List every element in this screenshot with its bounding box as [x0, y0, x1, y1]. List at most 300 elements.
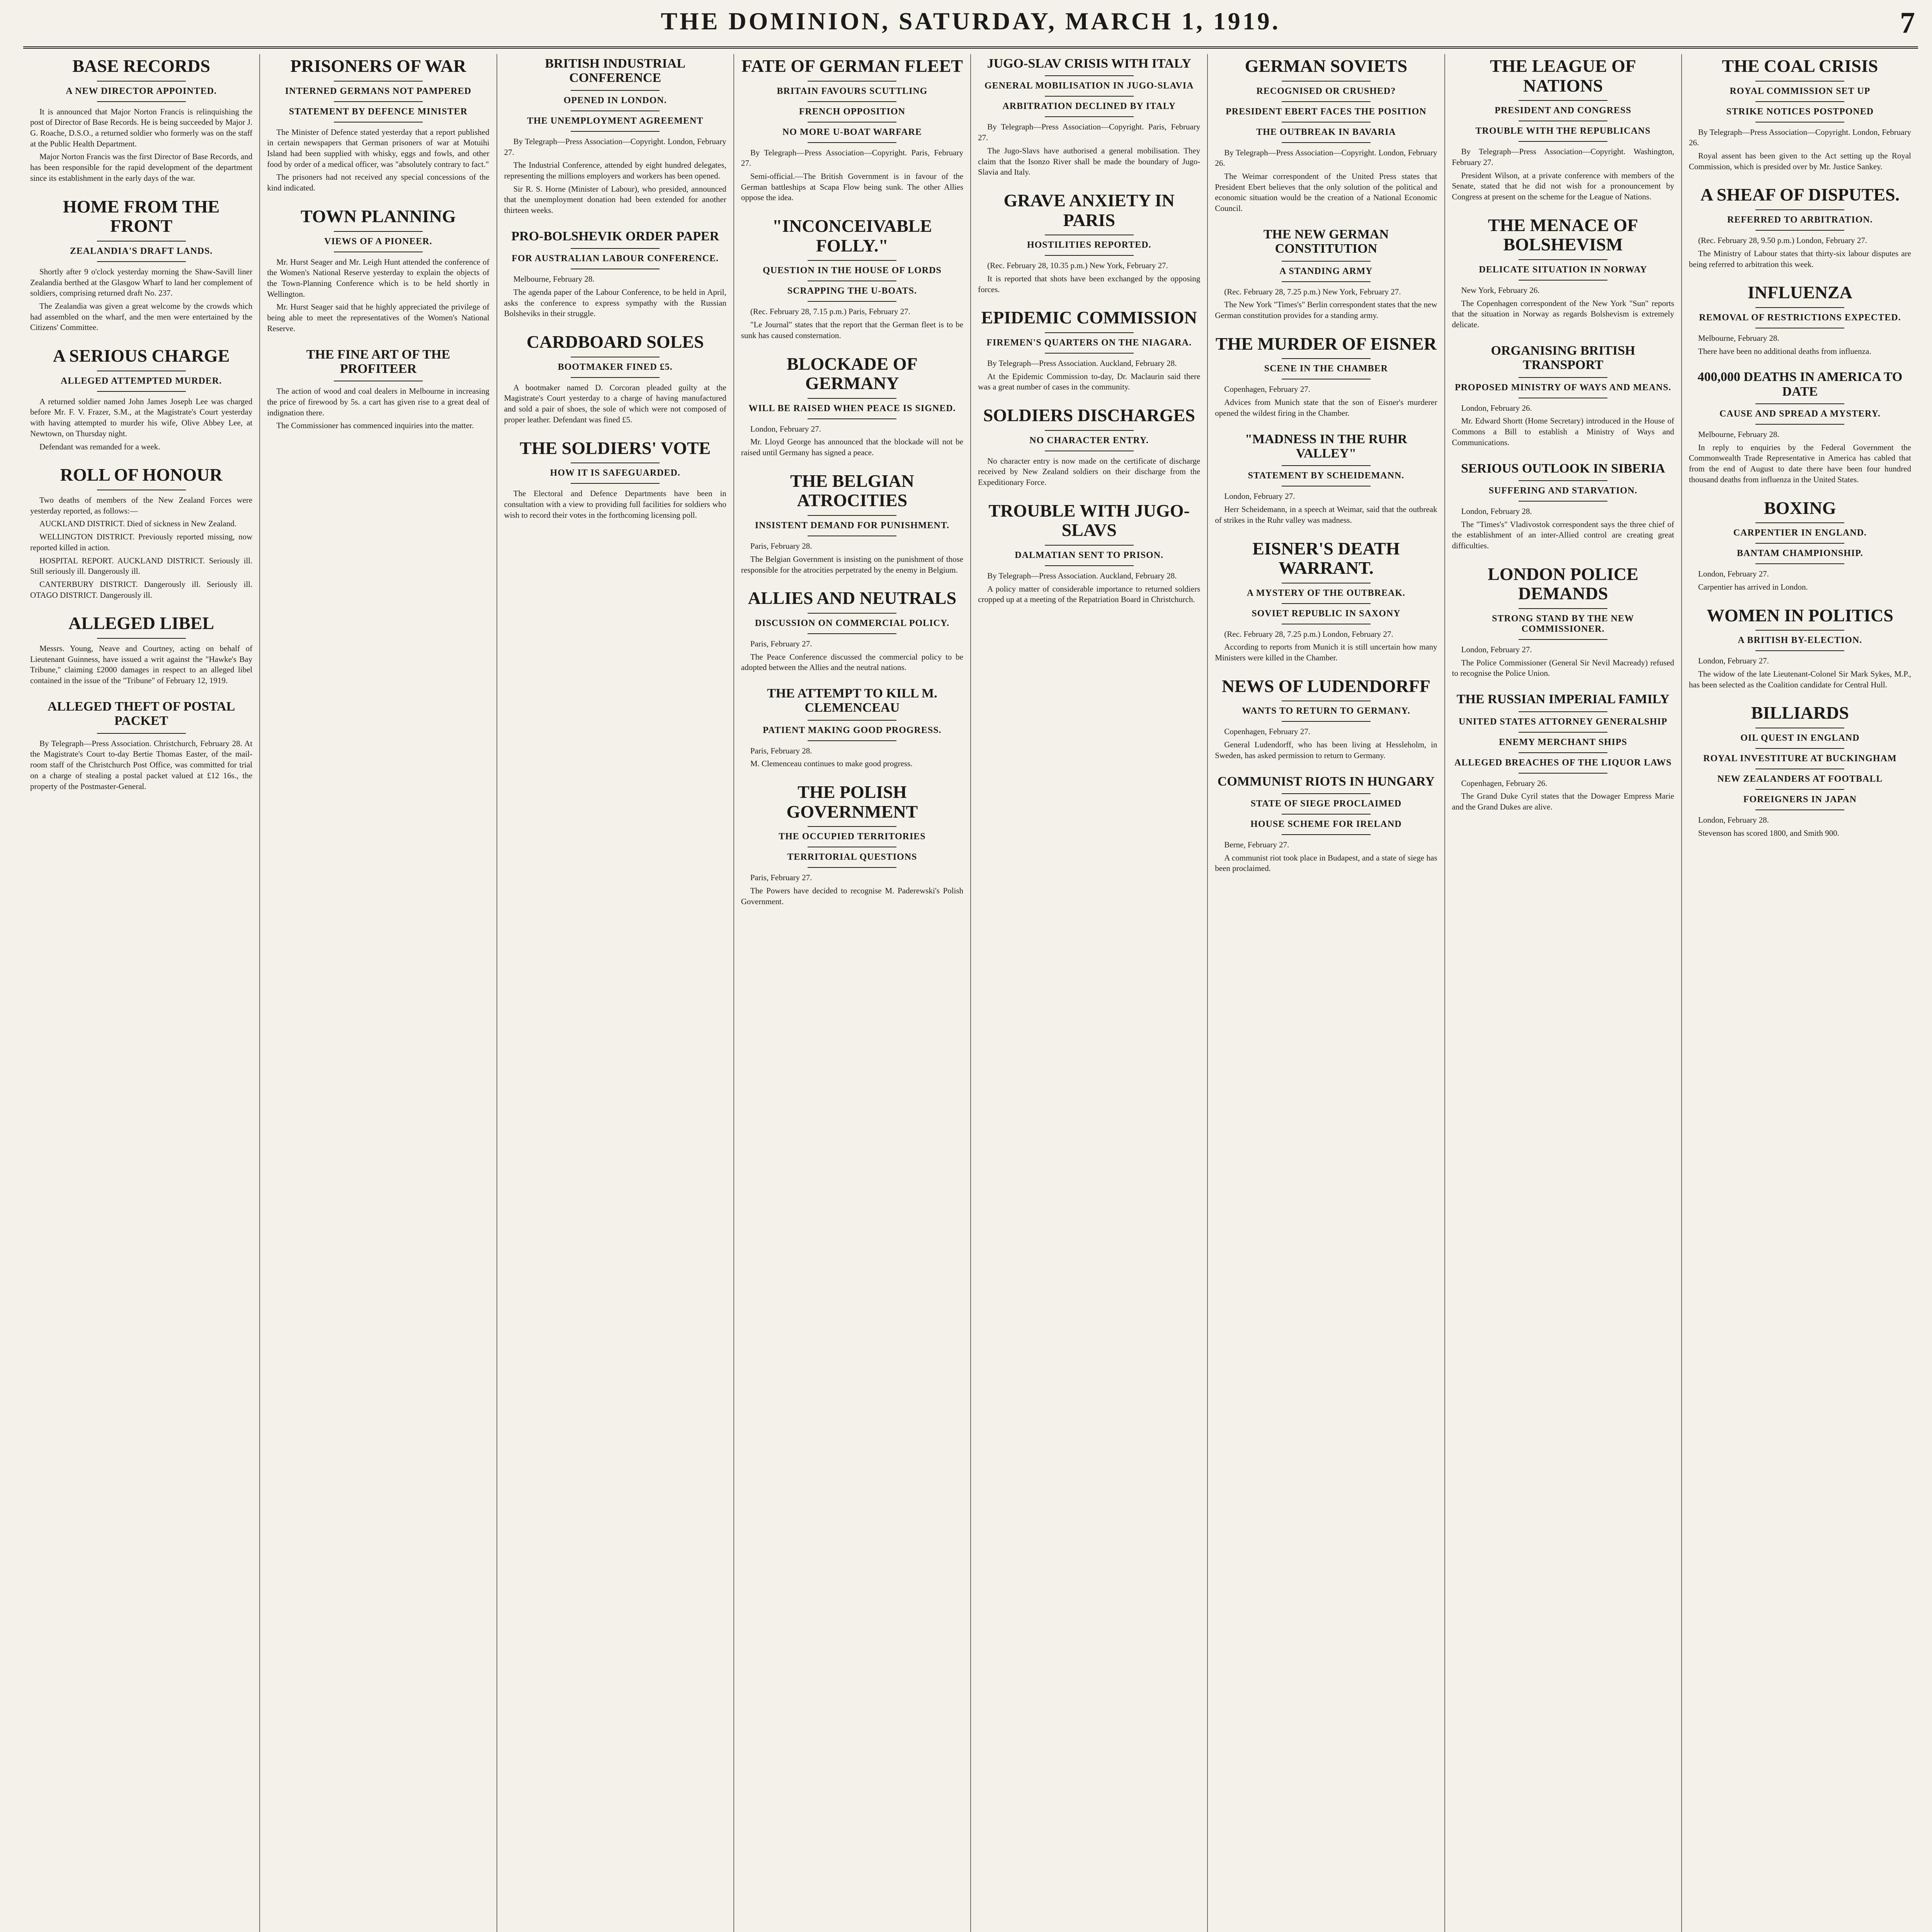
- article: [741, 216, 963, 341]
- article: [30, 465, 252, 600]
- column-5: [970, 54, 1207, 1932]
- headline: EISNER'S DEATH WARRANT.: [1252, 538, 1400, 578]
- headline: FATE OF GERMAN FLEET: [741, 56, 963, 76]
- article-body: [978, 122, 1200, 178]
- article-body: [30, 738, 252, 792]
- paragraph: London, February 28.: [1461, 506, 1532, 516]
- paragraph: A bootmaker named D. Corcoran pleaded guilty at the Magistrate's Court yesterday to a charge of having manufactured and sold a pair of shoes, the sole of which were not composed of proper leather. Defendant was fined £5.: [504, 383, 726, 424]
- rule-divider: [571, 483, 660, 484]
- headline: THE RUSSIAN IMPERIAL FAMILY: [1456, 692, 1670, 707]
- article: [267, 207, 489, 334]
- subheading: DALMATIAN SENT TO PRISON.: [1015, 550, 1163, 561]
- headline: SOLDIERS DISCHARGES: [983, 405, 1195, 425]
- subheading: OIL QUEST IN ENGLAND: [1740, 733, 1860, 743]
- paragraph: Melbourne, February 28.: [513, 274, 595, 284]
- rule-divider: [1755, 307, 1844, 308]
- column-1: [23, 54, 259, 1932]
- article-body: [1215, 840, 1437, 874]
- paragraph: General Ludendorff, who has been living at Hessleholm, in Sweden, has asked permission to return to Germany.: [1215, 740, 1437, 760]
- subheading: PROPOSED MINISTRY OF WAYS AND MEANS.: [1455, 382, 1672, 393]
- rule-divider: [571, 90, 660, 91]
- rule-divider: [1282, 465, 1371, 466]
- paragraph: Paris, February 28.: [750, 746, 812, 755]
- paragraph: Carpentier has arrived in London.: [1698, 582, 1808, 592]
- article-body: [267, 127, 489, 194]
- paragraph: (Rec. February 28, 7.25 p.m.) New York, February 27.: [1224, 287, 1401, 296]
- article-body: [978, 358, 1200, 393]
- rule-divider: [1282, 603, 1371, 604]
- rule-divider: [1045, 332, 1134, 333]
- subheading: STATEMENT BY SCHEIDEMANN.: [1248, 471, 1405, 481]
- rule-divider: [1755, 563, 1844, 564]
- article: [30, 56, 252, 184]
- paragraph: Paris, February 27.: [750, 639, 812, 648]
- rule-divider: [1045, 353, 1134, 354]
- subheading: A BRITISH BY-ELECTION.: [1738, 635, 1862, 646]
- headline: ORGANISING BRITISH TRANSPORT: [1491, 343, 1635, 372]
- column-3: [497, 54, 733, 1932]
- rule-divider: [97, 391, 186, 392]
- rule-divider: [97, 101, 186, 102]
- article: [1689, 185, 1911, 270]
- headline: THE ATTEMPT TO KILL M. CLEMENCEAU: [767, 686, 937, 715]
- subheading: STATE OF SIEGE PROCLAIMED: [1250, 799, 1402, 809]
- article: [1215, 677, 1437, 761]
- headline: LONDON POLICE DEMANDS: [1488, 564, 1638, 604]
- rule-divider: [97, 81, 186, 82]
- article-body: [741, 306, 963, 341]
- rule-divider: [1045, 430, 1134, 431]
- subheading: INSISTENT DEMAND FOR PUNISHMENT.: [755, 520, 949, 531]
- subheading: BOOTMAKER FINED £5.: [558, 362, 673, 372]
- paragraph: Copenhagen, February 26.: [1461, 778, 1548, 788]
- headline: GRAVE ANXIETY IN PARIS: [1003, 190, 1175, 230]
- paragraph: Paris, February 27.: [750, 873, 812, 883]
- headline: GERMAN SOVIETS: [1245, 56, 1408, 76]
- article: [30, 614, 252, 686]
- paragraph: Sir R. S. Horne (Minister of Labour), who presided, announced that the unemployment donation had been extended for another thirteen weeks.: [504, 184, 726, 215]
- article-body: [504, 136, 726, 216]
- subheading: RECOGNISED OR CRUSHED?: [1256, 86, 1396, 96]
- paragraph: The agenda paper of the Labour Conference, to be held in April, asks the conference to express sympathy with the Russian Bolsheviks in their struggle.: [504, 287, 726, 318]
- rule-divider: [97, 261, 186, 262]
- paragraph: Messrs. Young, Neave and Courtney, acting on behalf of Lieutenant Guinness, have issued a writ against the "Hawke's Bay Tribune," claiming £2000 damages in respect to an alleged libel contained in the issue of the "Tribune" of February 12, 1919.: [30, 643, 253, 685]
- headline: ALLEGED THEFT OF POSTAL PACKET: [48, 699, 235, 728]
- rule-divider: [334, 81, 423, 82]
- rule-divider: [808, 826, 896, 827]
- paragraph: (Rec. February 28, 9.50 p.m.) London, February 27.: [1698, 236, 1867, 245]
- article-body: [1452, 146, 1674, 202]
- paragraph: By Telegraph—Press Association—Copyright. London, February 26.: [1215, 148, 1437, 168]
- paragraph: "Le Journal" states that the report that the German fleet is to be sunk has caused consternation.: [741, 320, 963, 340]
- rule-divider: [1282, 834, 1371, 835]
- headline: CARDBOARD SOLES: [526, 332, 704, 352]
- article: [978, 501, 1200, 605]
- headline: THE COAL CRISIS: [1722, 56, 1878, 76]
- paragraph: There have been no additional deaths from influenza.: [1698, 346, 1871, 356]
- rule-divider: [571, 377, 660, 378]
- article-body: [1689, 235, 1911, 270]
- article-body: [1215, 148, 1437, 214]
- subheading: STRIKE NOTICES POSTPONED: [1726, 106, 1874, 117]
- rule-divider: [808, 81, 896, 82]
- article-body: [30, 643, 252, 686]
- rule-divider: [1755, 748, 1844, 749]
- paragraph: London, February 27.: [1224, 492, 1295, 501]
- rule-divider: [808, 515, 896, 516]
- article: [1452, 565, 1674, 679]
- subheading: PRESIDENT AND CONGRESS: [1495, 105, 1631, 116]
- headline: PRISONERS OF WAR: [290, 56, 466, 76]
- headline: BLOCKADE OF GERMANY: [787, 354, 918, 393]
- paragraph: The Zealandia was given a great welcome by the crowds which had assembled on the wharf, and the men were entertained by the Citizens' Committee.: [30, 301, 253, 332]
- rule-divider: [808, 740, 896, 741]
- headline: 400,000 DEATHS IN AMERICA TO DATE: [1697, 370, 1903, 399]
- article-body: [267, 257, 489, 334]
- column-8: [1681, 54, 1918, 1932]
- article-body: [741, 639, 963, 673]
- paragraph: London, February 27.: [1461, 645, 1532, 654]
- article-body: [741, 541, 963, 575]
- paragraph: The Powers have decided to recognise M. Paderewski's Polish Government.: [741, 886, 963, 906]
- paragraph: Shortly after 9 o'clock yesterday morning the Shaw-Savill liner Zealandia berthed at the Glasgow Wharf to land her complement of soldiers, comprising returned draft No. 237.: [30, 267, 253, 298]
- rule-divider: [1755, 403, 1844, 404]
- headline: "INCONCEIVABLE FOLLY.": [772, 216, 932, 255]
- subheading: THE UNEMPLOYMENT AGREEMENT: [527, 116, 704, 126]
- headline: THE MENACE OF BOLSHEVISM: [1488, 215, 1638, 255]
- article: [1689, 56, 1911, 172]
- article: [1452, 461, 1674, 551]
- headline: HOME FROM THE FRONT: [63, 196, 220, 236]
- paragraph: Stevenson has scored 1800, and Smith 900.: [1698, 828, 1839, 838]
- article: [1215, 774, 1437, 874]
- rule-divider: [1519, 711, 1607, 712]
- paragraph: By Telegraph—Press Association—Copyright. Washington, February 27.: [1452, 147, 1674, 167]
- article: [1689, 703, 1911, 838]
- rule-divider: [808, 418, 896, 419]
- article-body: [504, 383, 726, 425]
- paragraph: A policy matter of considerable importance to returned soldiers cropped up at a meeting of the Repatriation Board in Christchurch.: [978, 584, 1201, 604]
- article-body: [1452, 778, 1674, 813]
- article: [741, 686, 963, 769]
- rule-divider: [1755, 424, 1844, 425]
- article-body: [30, 107, 252, 184]
- subheading: A MYSTERY OF THE OUTBREAK.: [1247, 588, 1406, 598]
- subheading: ENEMY MERCHANT SHIPS: [1499, 737, 1628, 747]
- paragraph: London, February 27.: [750, 424, 821, 434]
- article-body: [1215, 726, 1437, 761]
- paragraph: At the Epidemic Commission to-day, Dr. Maclaurin said there was a great number of cases in the community.: [978, 371, 1201, 392]
- paragraph: Berne, February 27.: [1224, 840, 1289, 850]
- subheading: CAUSE AND SPREAD A MYSTERY.: [1719, 409, 1881, 419]
- rule-divider: [1519, 752, 1607, 753]
- article: [504, 332, 726, 425]
- subheading: SUFFERING AND STARVATION.: [1488, 485, 1638, 496]
- subheading: GENERAL MOBILISATION IN JUGO-SLAVIA: [984, 81, 1194, 91]
- rule-divider: [1282, 358, 1371, 359]
- rule-divider: [1045, 565, 1134, 566]
- paragraph: The Belgian Government is insisting on the punishment of those responsible for the atrocities perpetrated by the enemy in Belgium.: [741, 554, 963, 575]
- article: [1452, 216, 1674, 330]
- masthead-title: THE DOMINION, SATURDAY, MARCH 1, 1919.: [661, 7, 1281, 35]
- subheading: TERRITORIAL QUESTIONS: [787, 852, 917, 862]
- headline: ALLIES AND NEUTRALS: [748, 588, 957, 608]
- subheading: A NEW DIRECTOR APPOINTED.: [66, 86, 217, 96]
- rule-divider: [808, 260, 896, 261]
- paragraph: The Jugo-Slavs have authorised a general mobilisation. They claim that the Isonzo River shall be made the boundary of Jugo-Slavia and Italy.: [978, 146, 1201, 177]
- article-body: [1689, 429, 1911, 485]
- subheading: NEW ZEALANDERS AT FOOTBALL: [1717, 774, 1883, 784]
- subheading: NO CHARACTER ENTRY.: [1029, 435, 1149, 446]
- headline: TROUBLE WITH JUGO-SLAVS: [988, 500, 1190, 540]
- headline: BASE RECORDS: [72, 56, 210, 76]
- article: [741, 782, 963, 907]
- article-body: [1215, 287, 1437, 321]
- article: [504, 229, 726, 319]
- rule-divider: [1519, 501, 1607, 502]
- paragraph: By Telegraph—Press Association. Auckland, February 28.: [987, 358, 1177, 368]
- rule-divider: [334, 231, 423, 232]
- paragraph: Defendant was remanded for a week.: [39, 442, 160, 451]
- headline: THE BELGIAN ATROCITIES: [790, 471, 914, 510]
- rule-divider: [1519, 773, 1607, 774]
- rule-divider: [1282, 101, 1371, 102]
- paragraph: Copenhagen, February 27.: [1224, 727, 1311, 736]
- article: [1452, 692, 1674, 813]
- article: [1215, 539, 1437, 663]
- article-body: [30, 267, 252, 333]
- paragraph: London, February 27.: [1698, 569, 1769, 579]
- article: [1452, 56, 1674, 202]
- article-body: [741, 872, 963, 907]
- paragraph: Copenhagen, February 27.: [1224, 384, 1311, 394]
- article-body: [1452, 285, 1674, 330]
- paragraph: Mr. Hurst Seager and Mr. Leigh Hunt attended the conference of the Women's National Reserve yesterday to explain the objects of the Town-Planning Conference which is to be held shortly in Wellington.: [267, 257, 490, 299]
- paragraph: Two deaths of members of the New Zealand Forces were yesterday reported, as follows:—: [30, 495, 253, 515]
- subheading: ARBITRATION DECLINED BY ITALY: [1002, 101, 1176, 112]
- columns-container: [23, 54, 1918, 1932]
- article-body: [30, 396, 252, 452]
- paragraph: It is announced that Major Norton Francis is relinquishing the post of Director of Base Records. He is being succeeded by Major J. G. Roache, D.S.O., a returned soldier who formerly was on the staff at the Public Health Department.: [30, 107, 253, 148]
- rule-divider: [1045, 75, 1134, 76]
- subheading: REMOVAL OF RESTRICTIONS EXPECTED.: [1699, 312, 1901, 323]
- subheading: ZEALANDIA'S DRAFT LANDS.: [70, 246, 213, 256]
- paragraph: (Rec. February 28, 7.15 p.m.) Paris, February 27.: [750, 307, 910, 316]
- rule-divider: [1755, 650, 1844, 651]
- subheading: TROUBLE WITH THE REPUBLICANS: [1475, 126, 1651, 136]
- article: [741, 471, 963, 575]
- rule-divider: [1282, 261, 1371, 262]
- page-number: 7: [1900, 6, 1915, 39]
- article-body: [741, 746, 963, 769]
- subheading: THE OUTBREAK IN BAVARIA: [1256, 127, 1396, 137]
- headline: ALLEGED LIBEL: [68, 613, 214, 633]
- article: [30, 197, 252, 333]
- subheading: STATEMENT BY DEFENCE MINISTER: [289, 106, 468, 117]
- headline: INFLUENZA: [1747, 282, 1852, 303]
- column-4: [733, 54, 970, 1932]
- rule-divider: [571, 131, 660, 132]
- article-body: [30, 495, 252, 600]
- paragraph: By Telegraph—Press Association. Christchurch, February 28. At the Magistrate's Court to-day Bertie Thomas Easter, of the mail-room staff of the Christchurch Post Office, was committed for trial on a charge of stealing a postal packet valued at £12 16s., the property of the Postmaster-General.: [30, 738, 253, 791]
- rule-divider: [1519, 259, 1607, 260]
- subheading: BRITAIN FAVOURS SCUTTLING: [777, 86, 928, 96]
- article-body: [267, 386, 489, 431]
- subheading: STRONG STAND BY THE NEW COMMISSIONER.: [1492, 613, 1634, 634]
- subheading: ALLEGED ATTEMPTED MURDER.: [60, 376, 222, 386]
- paragraph: Advices from Munich state that the son of Eisner's murderer opened the wildest firing in the Chamber.: [1215, 398, 1437, 418]
- article-body: [1215, 629, 1437, 663]
- subheading: NO MORE U-BOAT WARFARE: [782, 127, 922, 137]
- headline: BRITISH INDUSTRIAL CONFERENCE: [545, 56, 685, 85]
- headline: ROLL OF HONOUR: [60, 465, 223, 485]
- rule-divider: [334, 101, 423, 102]
- rule-divider: [1519, 377, 1607, 378]
- paragraph: The Industrial Conference, attended by eight hundred delegates, representing the millions employers and workers has been opened.: [504, 160, 726, 180]
- subheading: FIREMEN'S QUARTERS ON THE NIAGARA.: [986, 337, 1192, 348]
- rule-divider: [1755, 81, 1844, 82]
- article-body: [1689, 127, 1911, 172]
- rule-divider: [808, 613, 896, 614]
- rule-divider: [1519, 480, 1607, 481]
- rule-divider: [808, 301, 896, 302]
- rule-divider: [1045, 116, 1134, 117]
- column-2: [259, 54, 496, 1932]
- article-body: [1215, 491, 1437, 526]
- rule-divider: [97, 638, 186, 639]
- article: [504, 56, 726, 216]
- article: [1689, 606, 1911, 690]
- paragraph: The New York "Times's" Berlin correspondent states that the new German constitution provides for a standing army.: [1215, 300, 1437, 320]
- rule-divider: [97, 241, 186, 242]
- rule-divider: [1755, 630, 1844, 631]
- paragraph: London, February 28.: [1698, 815, 1769, 825]
- article: [1689, 283, 1911, 357]
- subheading: A STANDING ARMY: [1279, 266, 1373, 276]
- paragraph: The Peace Conference discussed the commercial policy to be adopted between the Allies and the neutral nations.: [741, 652, 963, 672]
- article: [30, 699, 252, 792]
- paragraph: By Telegraph—Press Association—Copyright. London, February 27.: [504, 136, 726, 157]
- headline: A SERIOUS CHARGE: [53, 346, 230, 366]
- article: [30, 346, 252, 452]
- rule-divider: [1282, 81, 1371, 82]
- article-body: [1452, 506, 1674, 551]
- paragraph: The Copenhagen correspondent of the New York "Sun" reports that the situation in Norway as regards Bolshevism is extremely delicate.: [1452, 298, 1674, 330]
- rule-divider: [808, 101, 896, 102]
- headline: "MADNESS IN THE RUHR VALLEY": [1245, 432, 1407, 461]
- paragraph: The Ministry of Labour states that thirty-six labour disputes are being referred to arbitration this week.: [1689, 248, 1911, 269]
- subheading: ROYAL INVESTITURE AT BUCKINGHAM: [1703, 753, 1897, 764]
- paragraph: AUCKLAND DISTRICT. Died of sickness in New Zealand.: [39, 519, 236, 529]
- article-body: [741, 148, 963, 204]
- headline: TOWN PLANNING: [301, 206, 456, 226]
- subheading: HOUSE SCHEME FOR IRELAND: [1250, 819, 1402, 830]
- subheading: ROYAL COMMISSION SET UP: [1730, 86, 1871, 96]
- column-6: [1207, 54, 1444, 1932]
- rule-divider: [1282, 721, 1371, 722]
- article: [978, 56, 1200, 178]
- headline: THE SOLDIERS' VOTE: [520, 438, 711, 458]
- headline: SERIOUS OUTLOOK IN SIBERIA: [1461, 461, 1665, 476]
- subheading: SCENE IN THE CHAMBER: [1264, 364, 1388, 374]
- headline: BOXING: [1764, 498, 1836, 518]
- paragraph: No character entry is now made on the certificate of discharge received by New Zealand soldiers on their discharge from the Expeditionary Force.: [978, 456, 1201, 487]
- rule-divider: [1045, 545, 1134, 546]
- article: [741, 588, 963, 673]
- paragraph: Melbourne, February 28.: [1698, 333, 1779, 343]
- paragraph: Semi-official.—The British Government is in favour of the German battleships at Scapa Flow being sunk. The other Allies oppose the idea.: [741, 172, 963, 202]
- paragraph: London, February 26.: [1461, 403, 1532, 413]
- article: [1215, 227, 1437, 321]
- rule-divider: [1282, 814, 1371, 815]
- paragraph: HOSPITAL REPORT. AUCKLAND DISTRICT. Seriously ill. Still seriously ill. Dangerously ill.: [30, 556, 253, 576]
- masthead: [23, 4, 1918, 49]
- subheading: OPENED IN LONDON.: [563, 95, 667, 105]
- rule-divider: [1045, 96, 1134, 97]
- paragraph: Royal assent has been given to the Act setting up the Royal Commission, which is presided over by Mr. Justice Sankey.: [1689, 151, 1911, 171]
- subheading: PRESIDENT EBERT FACES THE POSITION: [1226, 106, 1427, 117]
- paragraph: By Telegraph—Press Association—Copyright. Paris, February 27.: [741, 148, 963, 168]
- paragraph: Herr Scheidemann, in a speech at Weimar, said that the outbreak of strikes in the Ruhr valley was madness.: [1215, 505, 1437, 525]
- paragraph: Mr. Edward Shortt (Home Secretary) introduced in the House of Commons a Bill to establish a Ministry of Ways and Communications.: [1452, 416, 1674, 447]
- headline: THE FINE ART OF THE PROFITEER: [306, 347, 451, 376]
- article: [1215, 432, 1437, 526]
- subheading: WILL BE RAISED WHEN PEACE IS SIGNED.: [748, 403, 956, 413]
- article: [741, 354, 963, 458]
- paragraph: By Telegraph—Press Association. Auckland, February 28.: [987, 571, 1177, 581]
- subheading: FRENCH OPPOSITION: [799, 106, 905, 117]
- rule-divider: [1519, 280, 1607, 281]
- paragraph: CANTERBURY DISTRICT. Dangerously ill. Seriously ill. OTAGO DISTRICT. Dangerously ill.: [30, 579, 253, 600]
- paragraph: The Electoral and Defence Departments have been in consultation with a view to providing full facilities for soldiers who wish to record their votes in the forthcoming licensing poll.: [504, 489, 726, 520]
- paragraph: The Commissioner has commenced inquiries into the matter.: [276, 421, 474, 430]
- article: [741, 56, 963, 203]
- paragraph: WELLINGTON DISTRICT. Previously reported missing, now reported killed in action.: [30, 532, 253, 552]
- headline: WOMEN IN POLITICS: [1706, 605, 1893, 625]
- rule-divider: [1519, 639, 1607, 640]
- subheading: QUESTION IN THE HOUSE OF LORDS: [762, 265, 942, 276]
- headline: NEWS OF LUDENDORFF: [1221, 676, 1430, 696]
- paragraph: (Rec. February 28, 10.35 p.m.) New York, February 27.: [987, 261, 1168, 270]
- subheading: REFERRED TO ARBITRATION.: [1727, 215, 1873, 225]
- rule-divider: [1519, 732, 1607, 733]
- subheading: THE OCCUPIED TERRITORIES: [779, 832, 926, 842]
- rule-divider: [1282, 281, 1371, 282]
- article-body: [1452, 645, 1674, 679]
- subheading: ALLEGED BREACHES OF THE LIQUOR LAWS: [1454, 757, 1672, 768]
- paragraph: In reply to enquiries by the Federal Government the Commonwealth Trade Representative in America has cabled that from the end of August to date there have been four hundred thousand deaths from influenza in the United States.: [1689, 442, 1911, 484]
- rule-divider: [1519, 141, 1607, 142]
- paragraph: A communist riot took place in Budapest, and a state of siege has been proclaimed.: [1215, 853, 1437, 873]
- paragraph: A returned soldier named John James Joseph Lee was charged before Mr. F. V. Frazer, S.M., at the Magistrate's Court yesterday with having attempted to murder his wife, Olive Abbey Lee, at Newtown, on Thursday night.: [30, 396, 253, 438]
- paragraph: The widow of the late Lieutenant-Colonel Sir Mark Sykes, M.P., has been selected as the Coalition candidate for Central Hull.: [1689, 669, 1911, 689]
- paragraph: Paris, February 28.: [750, 541, 812, 551]
- article-body: [978, 456, 1200, 488]
- article: [1689, 498, 1911, 593]
- article-body: [978, 571, 1200, 605]
- paragraph: London, February 27.: [1698, 656, 1769, 666]
- paragraph: By Telegraph—Press Association—Copyright. Paris, February 27.: [978, 122, 1201, 143]
- rule-divider: [1519, 608, 1607, 609]
- subheading: WANTS TO RETURN TO GERMANY.: [1242, 706, 1410, 716]
- column-7: [1444, 54, 1681, 1932]
- subheading: VIEWS OF A PIONEER.: [324, 236, 432, 247]
- subheading: HOW IT IS SAFEGUARDED.: [550, 468, 680, 478]
- rule-divider: [808, 633, 896, 634]
- paragraph: New York, February 26.: [1461, 285, 1540, 295]
- article-body: [1452, 403, 1674, 448]
- article-body: [504, 488, 726, 520]
